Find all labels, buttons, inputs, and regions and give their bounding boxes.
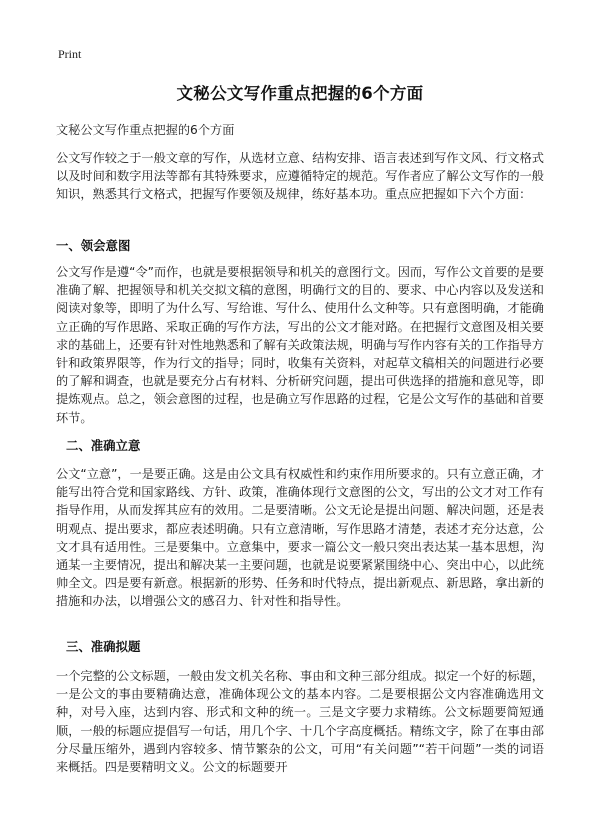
intro-paragraph: 公文写作较之于一般文章的写作，从选材立意、结构安排、语言表述到写作文风、行文格式以及时间和数字用法等都有其特殊要求，应遵循特定的规范。写作者应了解公文写作的一般知识，熟悉其行文格式，把握写作要领及规律，练好基本功。重点应把握如下六个方面： <box>56 151 544 202</box>
section-body-1: 公文写作是遵“令”而作，也就是要根据领导和机关的意图行文。因而，写作公文首要的是要准确了解、把握领导和机关交拟文稿的意图，明确行文的目的、要求、中心内容以及发送和阅读对象等，即明了为什么写、写给谁、写什么、使用什么文种等。只有意图明确，才能确立正确的写作思路、采取正确的写作方法，写出的公文才能对路。在把握行文意图及相关要求的基础上，还要有针对性地熟悉和了解有关政策法规，明确与写作内容有关的工作指导方针和政策界限等，作为行文的指导；同时，收集有关资料，对起草文稿相关的问题进行必要的了解和调查，也就是要充分占有材料、分析研究问题，提出可供选择的措施和意见等，即提炼观点。总之，领会意图的过程，也是确立写作思路的过程，它是公文写作的基础和首要环节。 <box>56 265 544 425</box>
print-link[interactable]: Print <box>58 47 82 61</box>
section-body-3: 一个完整的公文标题，一般由发文机关名称、事由和文种三部分组成。拟定一个好的标题，一是公文的事由要精确达意，准确体现公文的基本内容。二是要根据公文内容准确选用文种，对号入座，达到内容、形式和文种的统一。三是文字要力求精练。公文标题要简短通顺，一般的标题应提倡写一句话，用几个字、十几个字高度概括。精练文字，除了在事由部分尽量压缩外，遇到内容较多、情节繁杂的公文，可用“有关问题”“若干问题”一类的词语来概括。四是要精明文义。公文的标题要开 <box>56 669 544 775</box>
article-subtitle: 文秘公文写作重点把握的6个方面 <box>56 123 235 137</box>
section-heading-2: 二、准确立意 <box>66 438 141 453</box>
section-body-2: 公文“立意”，一是要正确。这是由公文具有权威性和约束作用所要求的。只有立意正确，才能写出符合党和国家路线、方针、政策，准确体现行文意图的公文，写出的公文才对工作有指导作用，从而发挥其应有的效用。二是要清晰。公文无论是提出问题、解决问题，还是表明观点、提出要求，都应表述明确。只有立意清晰，写作思路才清楚，表述才充分达意，公文才具有适用性。三是要集中。立意集中，要求一篇公文一般只突出表达某一基本思想，沟通某一主要情况，提出和解决某一主要问题，也就是说要紧紧围绕中心、突出中心，以此统帅全文。四是要有新意。根据新的形势、任务和时代特点，提出新观点、新思路，拿出新的措施和办法，以增强公文的感召力、针对性和指导性。 <box>56 467 544 609</box>
page-title: 文秘公文写作重点把握的6个方面 <box>176 84 424 103</box>
section-heading-1: 一、领会意图 <box>56 238 131 253</box>
section-heading-3: 三、准确拟题 <box>66 639 141 654</box>
